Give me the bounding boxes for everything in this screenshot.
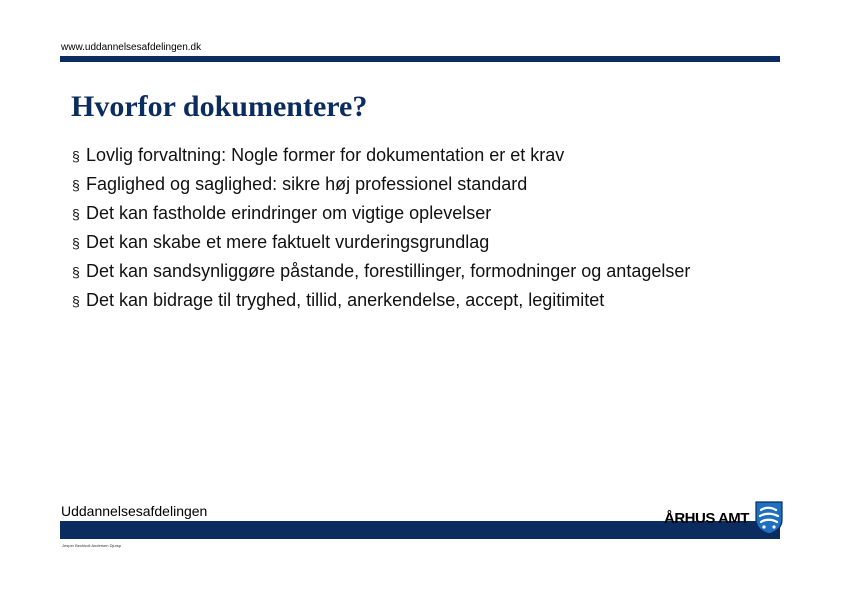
footer-department: Uddannelsesafdelingen (61, 503, 208, 519)
bullet-item (72, 230, 690, 259)
bullet-item (72, 172, 690, 201)
bullet-marker: § (72, 206, 80, 222)
bullet-text: Det kan fastholde erindringer om vigtige oplevelser (86, 203, 492, 223)
footer-author: Jesper Bechkolt Andersen Djursp (62, 543, 122, 548)
bullet-text: Det kan bidrage til tryghed, tillid, anerkendelse, accept, legitimitet (86, 290, 605, 310)
bullet-text: Lovlig forvaltning: Nogle former for dokumentation er et krav (86, 145, 565, 165)
aarhus-amt-logo (664, 501, 783, 535)
bullet-text: Det kan skabe et mere faktuelt vurderingsgrundlag (86, 232, 490, 252)
slide-title: Hvorfor dokumentere? (71, 90, 368, 123)
bullet-list (72, 143, 690, 317)
bullet-text: Faglighed og saglighed: sikre høj professionel standard (86, 174, 528, 194)
bullet-item (72, 288, 690, 317)
bullet-item (72, 143, 690, 172)
shield-icon (755, 501, 783, 535)
bullet-text: Det kan sandsynliggøre påstande, forestillinger, formodninger og antagelser (86, 261, 691, 281)
header-url: www.uddannelsesafdelingen.dk (61, 42, 202, 53)
bullet-marker: § (72, 148, 80, 164)
bullet-marker: § (72, 264, 80, 280)
bullet-item (72, 201, 690, 230)
logo-wordmark: ÅRHUS AMT (664, 509, 749, 527)
header-bar (60, 56, 780, 62)
bullet-marker: § (72, 235, 80, 251)
bullet-marker: § (72, 177, 80, 193)
bullet-marker: § (72, 293, 80, 309)
bullet-item (72, 259, 690, 288)
